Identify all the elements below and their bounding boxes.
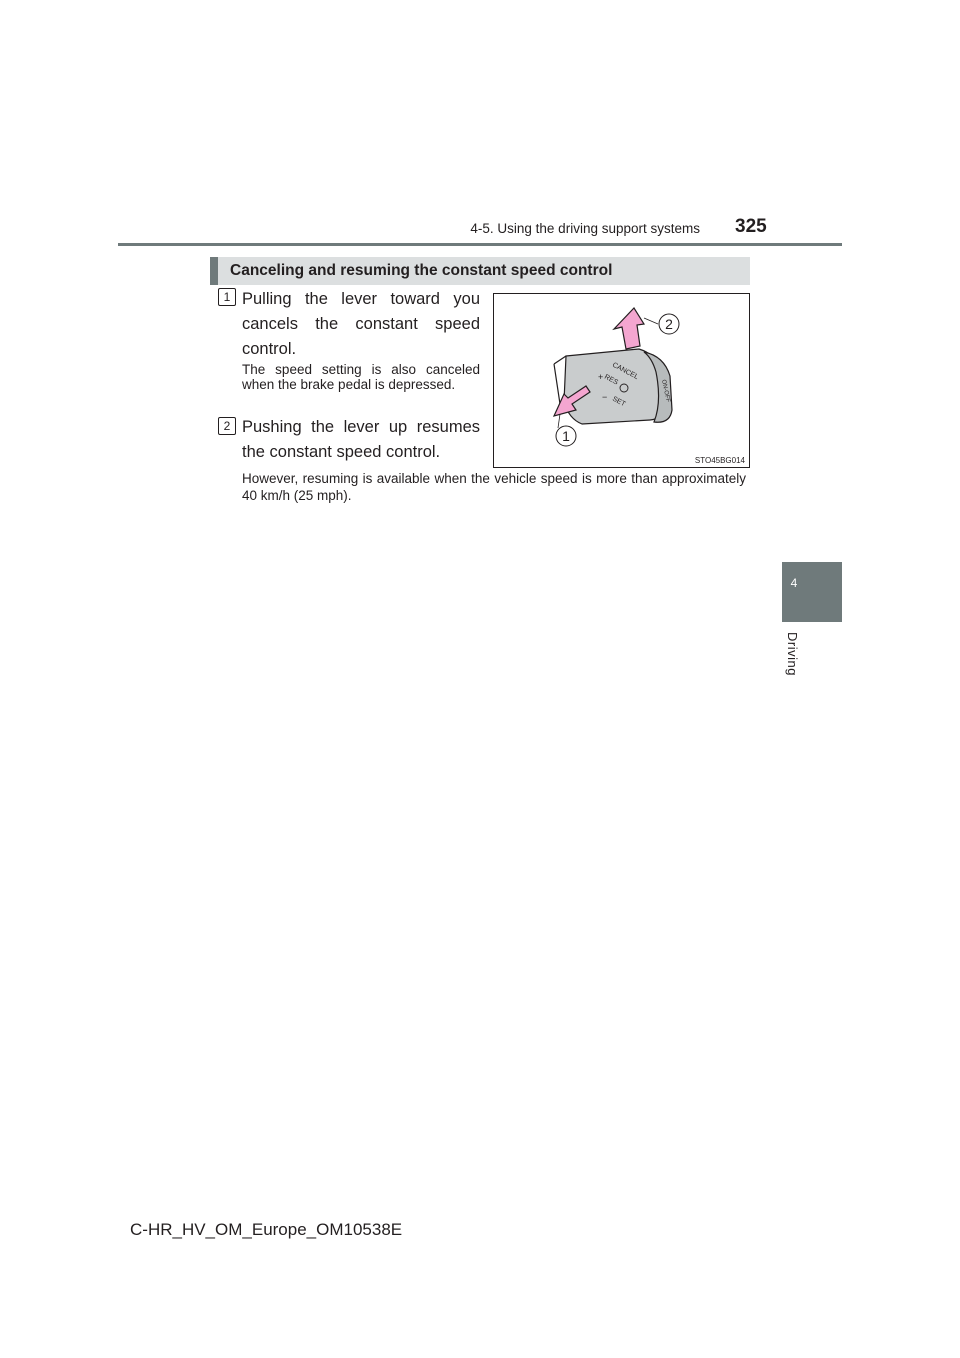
- callout-2: 2: [665, 316, 673, 332]
- item-number-2: 2: [218, 417, 236, 435]
- header-divider: [118, 243, 842, 246]
- lever-illustration: [493, 293, 750, 468]
- set-label: SET: [611, 395, 627, 409]
- item-2-text: Pushing the lever up resumes the constant speed control.: [242, 418, 480, 461]
- page-number: 325: [735, 216, 767, 237]
- res-label: RES: [603, 373, 620, 387]
- push-up-arrow: [614, 308, 644, 349]
- chapter-tab: [782, 562, 842, 622]
- document-id: C-HR_HV_OM_Europe_OM10538E: [130, 1220, 403, 1239]
- figure-code: STO45BG014: [694, 456, 745, 465]
- on-off-label: ON-OFF: [660, 379, 671, 403]
- item-1-note: The speed setting is also canceled when the brake pedal is depressed.: [242, 362, 480, 392]
- section-title: Canceling and resuming the constant speed control: [230, 262, 613, 279]
- chapter-number: 4: [790, 576, 798, 590]
- cancel-label: CANCEL: [611, 361, 640, 382]
- running-header: 4-5. Using the driving support systems: [470, 221, 700, 236]
- plus-label: +: [598, 372, 604, 382]
- minus-label: −: [602, 392, 608, 402]
- lever-drawing: [494, 294, 751, 469]
- chapter-label: Driving: [785, 632, 800, 676]
- item-1-text: Pulling the lever toward you cancels the constant speed control.: [242, 290, 480, 358]
- callout-1: 1: [562, 428, 570, 444]
- item-number-1: 1: [218, 288, 236, 306]
- resume-note: However, resuming is available when the vehicle speed is more than approximately 40 km/h (25 mph).: [242, 471, 746, 503]
- section-heading-bar: [210, 257, 750, 285]
